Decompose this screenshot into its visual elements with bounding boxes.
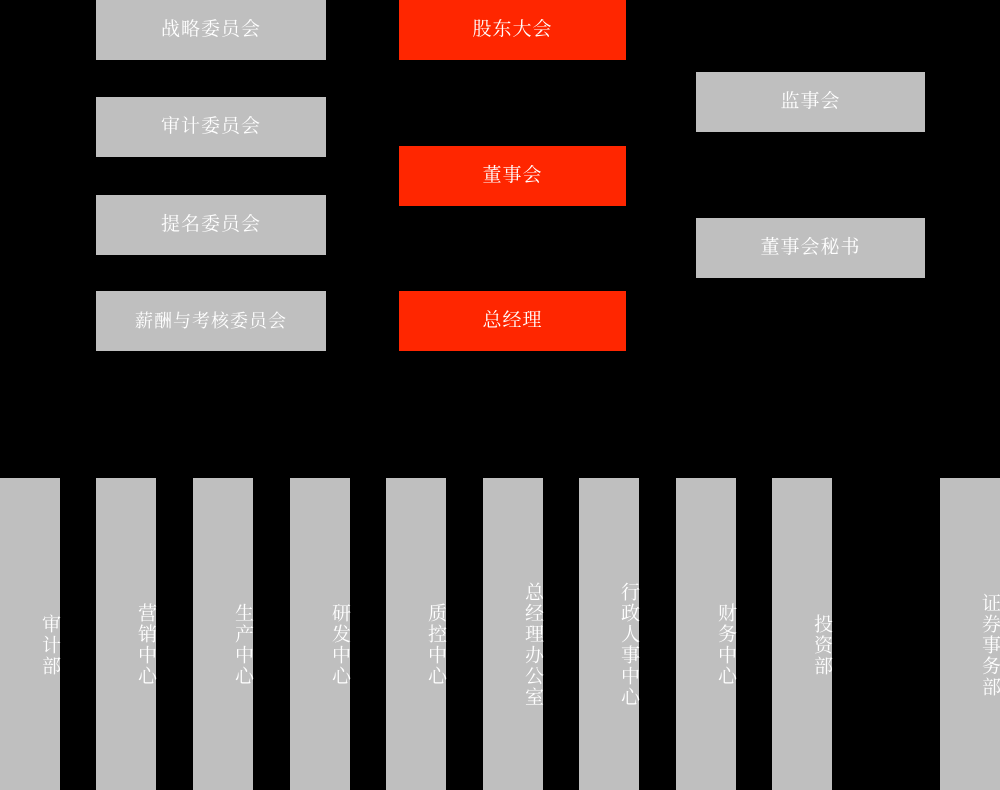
dept-label: 生产中心 (232, 603, 253, 687)
node-audit-committee[interactable] (96, 97, 326, 157)
dept-quality-control[interactable] (386, 478, 446, 790)
node-label: 战略委员会 (160, 19, 261, 41)
dept-marketing[interactable] (96, 478, 156, 790)
node-compensation-committee[interactable] (96, 291, 326, 351)
node-label: 薪酬与考核委员会 (135, 310, 287, 331)
dept-securities-affairs[interactable] (940, 478, 1000, 790)
dept-label: 营销中心 (135, 603, 156, 687)
dept-admin-hr[interactable] (579, 478, 639, 790)
node-label: 提名委员会 (160, 214, 261, 236)
node-label: 股东大会 (472, 19, 553, 41)
dept-investment[interactable] (772, 478, 832, 790)
dept-label: 证券事务部 (979, 592, 1000, 698)
dept-finance[interactable] (676, 478, 736, 790)
node-nomination-committee[interactable] (96, 195, 326, 255)
node-label: 审计委员会 (160, 116, 261, 138)
dept-label: 研发中心 (329, 603, 350, 687)
dept-label: 总经理办公室 (522, 582, 543, 708)
dept-production[interactable] (193, 478, 253, 790)
dept-label: 财务中心 (715, 603, 736, 687)
node-board-of-directors[interactable] (399, 146, 626, 206)
dept-label: 审计部 (39, 613, 60, 677)
node-general-manager[interactable] (399, 291, 626, 351)
node-label: 董事会秘书 (760, 237, 861, 259)
node-label: 监事会 (780, 91, 841, 113)
node-label: 董事会 (482, 165, 543, 187)
node-strategy-committee[interactable] (96, 0, 326, 60)
node-supervisory-board[interactable] (696, 72, 925, 132)
dept-gm-office[interactable] (483, 478, 543, 790)
node-label: 总经理 (482, 310, 543, 332)
node-shareholders-meeting[interactable] (399, 0, 626, 60)
dept-label: 质控中心 (425, 603, 446, 687)
dept-rnd[interactable] (290, 478, 350, 790)
node-board-secretary[interactable] (696, 218, 925, 278)
dept-label: 投资部 (811, 613, 832, 677)
dept-audit[interactable] (0, 478, 60, 790)
dept-label: 行政人事中心 (618, 582, 639, 708)
